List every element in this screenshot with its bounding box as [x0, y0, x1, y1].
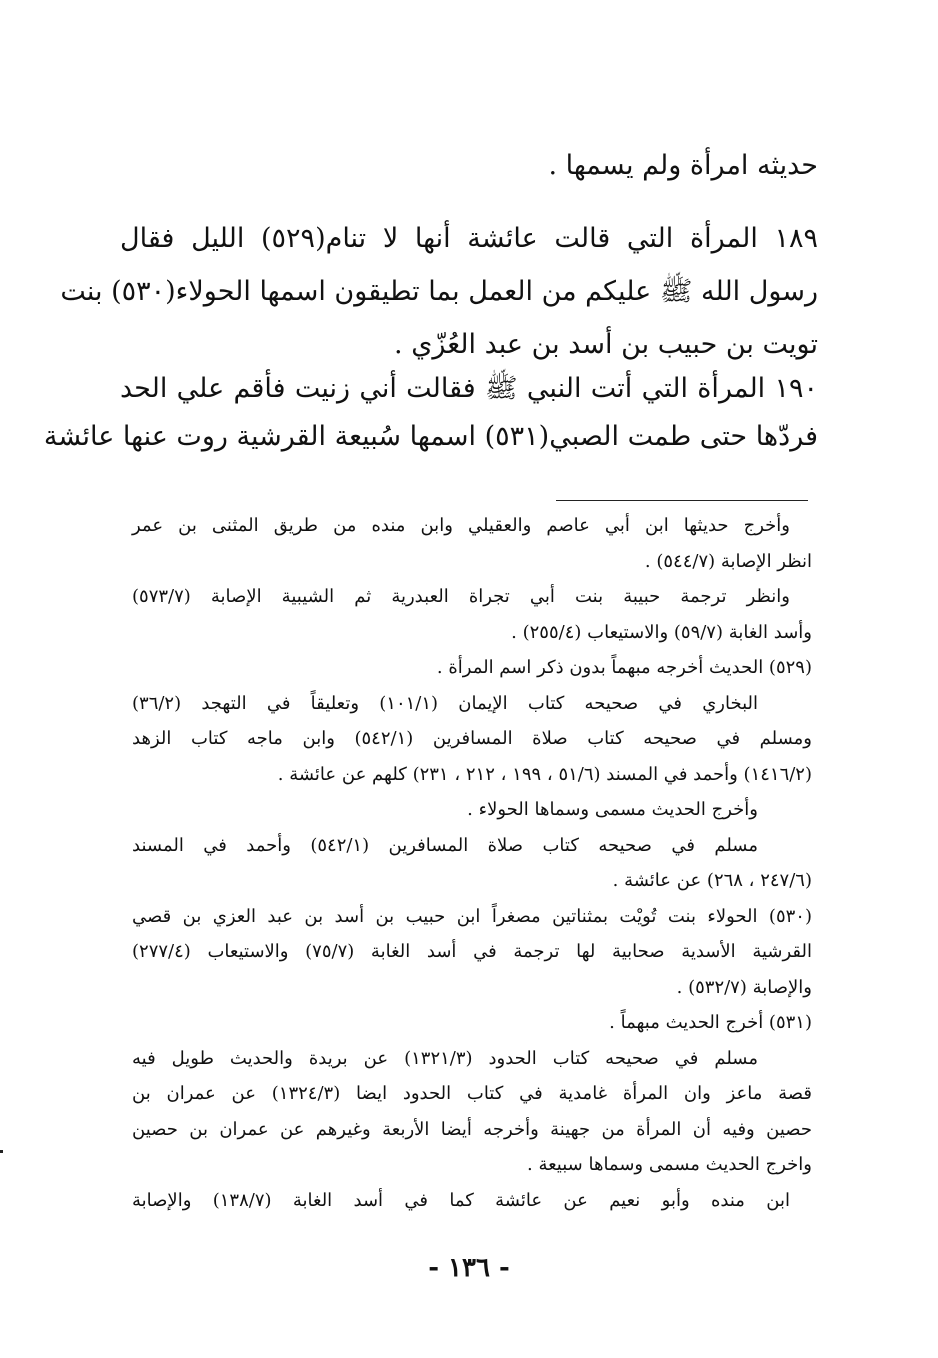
- footnote-line: ومسلم في صحيحه كتاب صلاة المسافرين (٥٤٢/١) وابن ماجه كتاب الزهد: [132, 728, 812, 749]
- footnote-line: انظر الإصابة (٥٤٤/٧) .: [644, 550, 812, 572]
- footnote-divider: [556, 500, 808, 501]
- footnote-line: (٥٢٩) الحديث أخرجه مبهماً بدون ذكر اسم المرأة .: [436, 657, 812, 678]
- footnote-line: والإصابة (٥٣٢/٧) .: [676, 976, 812, 998]
- footnote-line: (١٤١٦/٢) وأحمد في المسند (٥١/٦ ، ١٩٩ ، ٢١٢ ، ٢٣١) كلهم عن عائشة .: [277, 763, 812, 785]
- footnote-line: حصين وفيه أن المرأة من جهينة وأخرجه أيضا الأربعة وغيرهم عن عمران بن حصين: [132, 1118, 812, 1140]
- scan-speck: [0, 1150, 3, 1153]
- footnotes: [132, 508, 812, 1218]
- footnote-line: قصة ماعز وان المرأة غامدية في كتاب الحدود ايضا (١٣٢٤/٣) عن عمران بن: [132, 1083, 812, 1104]
- footnote-line: واخرج الحديث مسمى وسماها سبيعة .: [527, 1154, 812, 1175]
- main-line: تويت بن حبيب بن أسد بن عبد العُزّي .: [394, 329, 818, 360]
- footnote-line: وأخرج الحديث مسمى وسماها الحولاء .: [467, 799, 758, 820]
- footnote-line: ابن منده وأبو نعيم عن عائشة كما في أسد الغابة (١٣٨/٧) والإصابة: [132, 1189, 790, 1211]
- footnote-line: (٢٤٧/٦ ، ٢٦٨) عن عائشة .: [612, 870, 812, 891]
- footnote-line: وأخرج حديثها ابن أبي عاصم والعقيلي وابن منده من طريق المثنى بن عمر: [132, 515, 790, 536]
- footnote-line: (٥٣١) أخرج الحديث مبهماً .: [609, 1012, 812, 1033]
- main-text: [120, 150, 818, 182]
- main-line: رسول الله ﷺ عليكم من العمل بما تطيقون اسمها الحولاء(٥٣٠) بنت: [60, 276, 818, 307]
- footnote-line: (٥٣٠) الحولاء بنت تُويْت بمثناتين مصغراً ابن حبيب بن أسد بن عبد العزي بن قصي: [132, 905, 812, 927]
- main-line: حديثه امرأة ولم يسمها .: [548, 150, 818, 181]
- footnote-line: البخاري في صحيحه كتاب الإيمان (١٠١/١) وتعليقاً في التهجد (٣٦/٢): [132, 692, 758, 714]
- entry-189: [60, 212, 819, 371]
- footnote-line: مسلم في صحيحه كتاب الحدود (١٣٢١/٣) عن بريدة والحديث طويل فيه: [132, 1047, 758, 1069]
- footnote-line: القرشية الأسدية صحابية لها ترجمة في أسد الغابة (٧٥/٧) والاستيعاب (٢٧٧/٤): [132, 941, 812, 962]
- footnote-line: وانظر ترجمة حبيبة بنت أبي تجراة العبدرية ثم الشيبية الإصابة (٥٧٣/٧): [132, 586, 790, 607]
- main-line: ١٩٠ المرأة التي أتت النبي ﷺ فقالت أني زنيت فأقم علي الحد: [120, 373, 818, 404]
- entry-190: [43, 365, 818, 461]
- main-line: فردّها حتى طمت الصبي(٥٣١) اسمها سُبيعة القرشية روت عنها عائشة: [43, 421, 818, 452]
- main-line: ١٨٩ المرأة التي قالت عائشة أنها لا تنام(٥٢٩) الليل فقال: [120, 223, 819, 254]
- page-number: - ١٣٦ -: [428, 1253, 510, 1283]
- footnote-line: مسلم في صحيحه كتاب صلاة المسافرين (٥٤٢/١) وأحمد في المسند: [132, 834, 758, 856]
- footnote-line: وأسد الغابة (٥٩/٧) والاستيعاب (٢٥٥/٤) .: [511, 621, 812, 643]
